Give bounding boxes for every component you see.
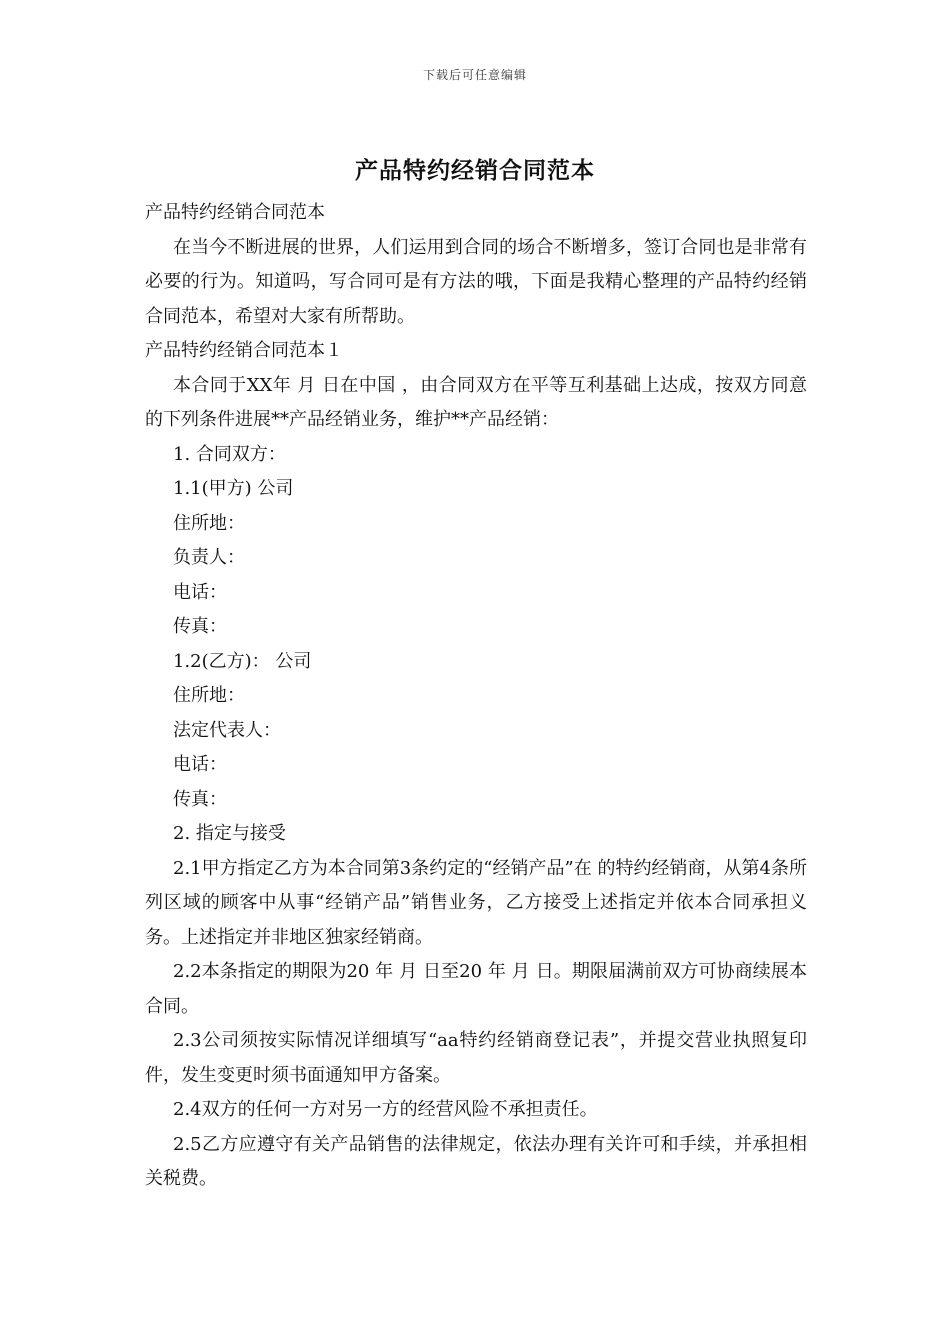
paragraph: 1.2(乙方)： 公司: [173, 650, 312, 672]
header-note: 下载后可任意编辑: [422, 68, 527, 82]
paragraph: 负责人：: [173, 547, 245, 568]
paragraph: 电话：: [173, 754, 227, 775]
paragraph: 法定代表人：: [173, 719, 281, 741]
paragraph: 本合同于XX年 月 日在中国 ，由合同双方在平等互利基础上达成，按双方同意的下列条件进展**产品经销业务，维护**产品经销：: [145, 374, 807, 430]
document-title: 产品特约经销合同范本: [355, 157, 595, 184]
paragraph: 2.3公司须按实际情况详细填写“aa特约经销商登记表”，并提交营业执照复印件，发生变更时须书面通知甲方备案。: [145, 1030, 807, 1086]
paragraph: 2.1甲方指定乙方为本合同第3条约定的“经销产品”在 的特约经销商，从第4条所列区域的顾客中从事“经销产品”销售业务，乙方接受上述指定并依本合同承担义务。上述指定并非地区独家经销商。: [145, 857, 807, 948]
paragraph: 住所地：: [173, 512, 245, 534]
paragraph: 电话：: [173, 581, 227, 603]
paragraph: 2.4双方的任何一方对另一方的经营风险不承担责任。: [173, 1099, 598, 1120]
paragraph: 产品特约经销合同范本１: [145, 340, 343, 361]
paragraph: 1. 合同双方：: [173, 443, 286, 465]
paragraph: 2. 指定与接受: [173, 823, 286, 844]
paragraph: 产品特约经销合同范本: [145, 202, 325, 223]
paragraph: 在当今不断进展的世界，人们运用到合同的场合不断增多，签订合同也是非常有必要的行为。知道吗，写合同可是有方法的哦，下面是我精心整理的产品特约经销合同范本，希望对大家有所帮助。: [145, 236, 807, 327]
paragraph: 2.2本条指定的期限为20 年 月 日至20 年 月 日。期限届满前双方可协商续展本合同。: [145, 961, 807, 1017]
document-body: [145, 196, 807, 1197]
paragraph: 住所地：: [173, 685, 245, 706]
paragraph: 1.1(甲方) 公司: [173, 478, 294, 499]
paragraph: 传真：: [173, 616, 227, 637]
paragraph: 2.5乙方应遵守有关产品销售的法律规定，依法办理有关许可和手续，并承担相关税费。: [145, 1133, 807, 1189]
paragraph: 传真：: [173, 788, 227, 810]
